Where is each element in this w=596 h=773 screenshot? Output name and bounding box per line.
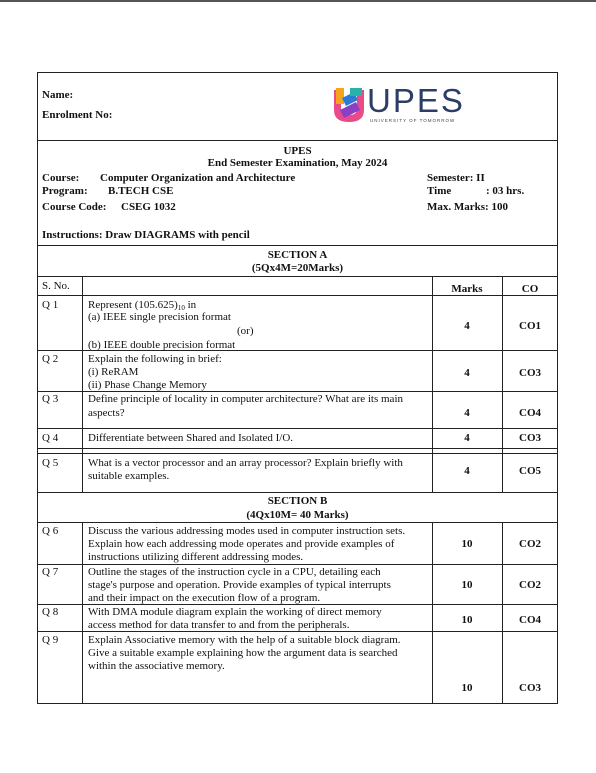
row-rule (37, 391, 558, 392)
question-text: Differentiate between Shared and Isolated I/O. (88, 432, 294, 444)
col-co-header: CO (521, 283, 539, 295)
question-text: suitable examples. (88, 470, 170, 482)
question-text: Outline the stages of the instruction cycle in a CPU, detailing each (88, 566, 381, 578)
rule-section-a-bottom (37, 276, 558, 277)
question-marks: 4 (464, 320, 470, 332)
semester: Semester: II (427, 172, 485, 184)
question-text: (or) (237, 325, 254, 337)
question-marks: 10 (461, 614, 473, 626)
row-rule (37, 604, 558, 605)
question-number: Q 4 (42, 432, 59, 444)
question-co: CO1 (519, 320, 541, 332)
question-number: Q 8 (42, 606, 59, 618)
question-co: CO3 (519, 367, 541, 379)
name-label: Name: (42, 89, 74, 101)
question-text: Represent $(105.625)_{10}$ in (88, 299, 197, 312)
exam-title: End Semester Examination, May 2024 (207, 157, 388, 169)
question-co: CO3 (519, 432, 541, 444)
question-marks: 10 (461, 579, 473, 591)
question-co: CO5 (519, 465, 541, 477)
program-value: B.TECH CSE (108, 185, 174, 197)
col-rule-co-a (502, 276, 503, 492)
enrolment-label: Enrolment No: (42, 109, 113, 121)
program-label: Program: (42, 185, 88, 197)
question-text: With DMA module diagram explain the working of direct memory (88, 606, 382, 618)
time-value: : 03 hrs. (486, 185, 525, 197)
header-divider (37, 140, 558, 141)
section-a-title: SECTION A (267, 249, 328, 261)
question-marks: 10 (461, 538, 473, 550)
question-number: Q 6 (42, 525, 59, 537)
question-text: (i) ReRAM (88, 366, 139, 378)
time-label: Time (427, 185, 452, 197)
question-co: CO2 (519, 538, 541, 550)
question-co: CO3 (519, 682, 541, 694)
question-co: CO4 (519, 407, 541, 419)
question-text: stage's purpose and operation. Provide examples of typical interrupts (88, 579, 391, 591)
question-marks: 4 (464, 465, 470, 477)
question-number: Q 7 (42, 566, 59, 578)
section-a-subtitle: (5Qx4M=20Marks) (251, 262, 344, 274)
question-text: Give a suitable example explaining how the argument data is searched (88, 647, 398, 659)
question-number: Q 9 (42, 634, 59, 646)
question-marks: 4 (464, 367, 470, 379)
col-sno-header: S. No. (42, 280, 70, 292)
question-marks: 4 (464, 432, 470, 444)
question-text: Explain the following in brief: (88, 353, 222, 365)
question-co: CO4 (519, 614, 541, 626)
course-code-value: CSEG 1032 (121, 201, 176, 213)
col-rule-marks-a (432, 276, 433, 492)
upes-logo-mark-icon (330, 84, 368, 126)
question-number: Q 5 (42, 457, 59, 469)
question-marks: 4 (464, 407, 470, 419)
question-text: instructions utilizing different addressing modes. (88, 551, 304, 563)
question-text: and their impact on the execution flow of a program. (88, 592, 321, 604)
rule-section-b-top (37, 522, 558, 523)
col-marks-header: Marks (451, 283, 483, 295)
row-rule (37, 564, 558, 565)
row-rule (37, 448, 558, 449)
course-code-label: Course Code: (42, 201, 107, 213)
question-text: Define principle of locality in computer architecture? What are its main (88, 393, 403, 405)
question-number: Q 2 (42, 353, 59, 365)
question-text: aspects? (88, 407, 125, 419)
rule-section-a-top (37, 245, 558, 246)
section-b-subtitle: (4Qx10M= 40 Marks) (246, 509, 349, 521)
question-text: (b) IEEE double precision format (88, 339, 236, 351)
question-text: access method for data transfer to and from the peripherals. (88, 619, 350, 631)
question-text: (a) IEEE single precision format (88, 311, 231, 323)
top-rule (0, 0, 596, 2)
question-text: What is a vector processor and an array processor? Explain briefly with (88, 457, 403, 469)
col-rule-sno-b (82, 522, 83, 704)
row-rule (37, 492, 558, 493)
question-text: within the associative memory. (88, 660, 225, 672)
question-text: Explain Associative memory with the help of a suitable block diagram. (88, 634, 401, 646)
section-b-title: SECTION B (267, 495, 328, 507)
question-text: Explain how each addressing mode operates and provide examples of (88, 538, 395, 550)
row-rule (37, 631, 558, 632)
institution-name: UPES (283, 145, 312, 157)
instructions: Instructions: Draw DIAGRAMS with pencil (42, 229, 250, 241)
question-co: CO2 (519, 579, 541, 591)
course-value: Computer Organization and Architecture (100, 172, 296, 184)
max-marks: Max. Marks: 100 (427, 201, 508, 213)
question-text: (ii) Phase Change Memory (88, 379, 207, 391)
question-marks: 10 (461, 682, 473, 694)
course-label: Course: (42, 172, 80, 184)
row-rule (37, 428, 558, 429)
upes-logo-text: UPES (367, 82, 465, 119)
question-number: Q 3 (42, 393, 59, 405)
row-rule (37, 295, 558, 296)
upes-logo-tagline: UNIVERSITY OF TOMORROW (370, 118, 456, 123)
row-rule (37, 453, 558, 454)
question-text: Discuss the various addressing modes used in computer instruction sets. (88, 525, 406, 537)
col-rule-sno-a (82, 276, 83, 492)
question-number: Q 1 (42, 299, 59, 311)
